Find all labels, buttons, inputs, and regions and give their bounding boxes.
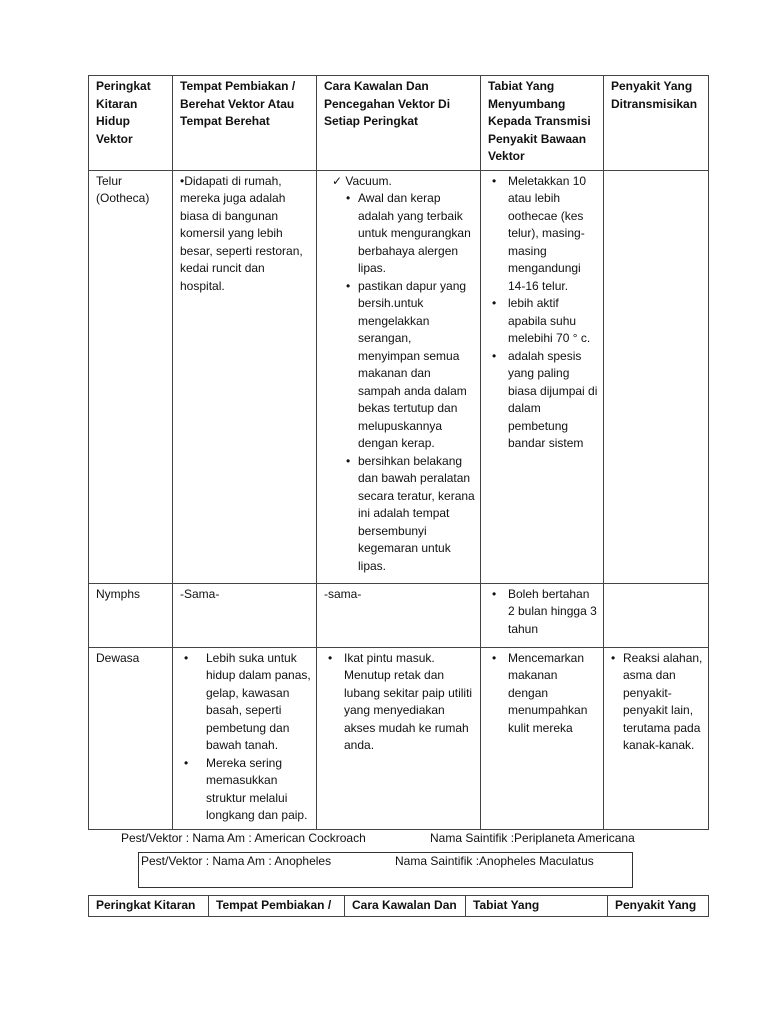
list-item: • Reaksi alahan, asma dan penyakit-penyakit lain, terutama pada kanak-kanak. (611, 650, 703, 755)
telur-disease (604, 170, 709, 583)
list-item: • Mencemarkan makanan dengan menumpahkan kulit mereka (488, 650, 598, 738)
header-habits: Tabiat Yang (466, 896, 608, 917)
header-breeding: Tempat Pembiakan / Berehat Vektor Atau Tempat Berehat (173, 76, 317, 171)
dewasa-control (317, 647, 481, 829)
pest-scientific-name: Nama Saintifik :Periplaneta Americana (430, 831, 635, 845)
header-habits: Tabiat Yang Menyumbang Kepada Transmisi Penyakit Bawaan Vektor (481, 76, 604, 171)
header-control: Cara Kawalan Dan Pencegahan Vektor Di Setiap Peringkat (317, 76, 481, 171)
nymphs-habits (481, 583, 604, 647)
list-item: • Lebih suka untuk hidup dalam panas, gelap, kawasan basah, seperti pembetung dan bawah tanah. (180, 650, 311, 755)
list-item: • Meletakkan 10 atau lebih oothecae (kes telur), masing-masing mengandungi 14-16 telur. (488, 173, 598, 296)
header-stage: Peringkat Kitaran (89, 896, 209, 917)
pest-common-name: Pest/Vektor : Nama Am : American Cockroach (121, 831, 366, 845)
dewasa-habits-list (488, 650, 598, 738)
telur-control-list (324, 190, 475, 575)
vector-table-cockroach (88, 75, 709, 830)
telur-control (317, 170, 481, 583)
nymphs-stage: Nymphs (89, 583, 173, 647)
header-stage: Peringkat Kitaran Hidup Vektor (89, 76, 173, 171)
nymphs-breeding: -Sama- (173, 583, 317, 647)
dewasa-disease-list (611, 650, 703, 755)
pest-scientific-name: Nama Saintifik :Anopheles Maculatus (395, 854, 594, 868)
header-disease: Penyakit Yang Ditransmisikan (604, 76, 709, 171)
pest-common-name: Pest/Vektor : Nama Am : Anopheles (141, 854, 332, 868)
table-header-row (89, 76, 709, 171)
pest-caption-cockroach (121, 830, 721, 848)
table-row-dewasa (89, 647, 709, 829)
nymphs-disease (604, 583, 709, 647)
telur-habits (481, 170, 604, 583)
telur-stage: Telur (Ootheca) (89, 170, 173, 583)
list-item: • Boleh bertahan 2 bulan hingga 3 tahun (488, 586, 598, 639)
dewasa-habits (481, 647, 604, 829)
header-disease: Penyakit Yang (608, 896, 709, 917)
dewasa-stage: Dewasa (89, 647, 173, 829)
dewasa-disease (604, 647, 709, 829)
list-item: • pastikan dapur yang bersih.untuk mengelakkan serangan, menyimpan semua makanan dan sampah anda dalam bekas tertutup dan melupuskannya dengan kerap. (324, 278, 475, 453)
telur-control-vacuum: ✓ Vacuum. (332, 173, 392, 188)
telur-habits-list (488, 173, 598, 453)
dewasa-breeding-list (180, 650, 311, 825)
list-item: • adalah spesis yang paling biasa dijumpai di dalam pembetung bandar sistem (488, 348, 598, 453)
list-item: • bersihkan belakang dan bawah peralatan secara teratur, kerana ini adalah tempat bersembunyi kegemaran untuk lipas. (324, 453, 475, 576)
table-row-nymphs (89, 583, 709, 647)
list-item: • Mereka sering memasukkan struktur melalui longkang dan paip. (180, 755, 311, 825)
dewasa-control-list (324, 650, 475, 755)
table-header-row (89, 896, 709, 917)
header-breeding: Tempat Pembiakan / (209, 896, 345, 917)
nymphs-control: -sama- (317, 583, 481, 647)
list-item: • Awal dan kerap adalah yang terbaik untuk mengurangkan berbahaya alergen lipas. (324, 190, 475, 278)
list-item: • lebih aktif apabila suhu melebihi 70 ° c. (488, 295, 598, 348)
nymphs-habits-list (488, 586, 598, 639)
telur-breeding: •Didapati di rumah, mereka juga adalah biasa di bangunan komersil yang lebih besar, seperti restoran, kedai runcit dan hospital. (173, 170, 317, 583)
vector-table-anopheles (88, 895, 709, 917)
dewasa-breeding (173, 647, 317, 829)
pest-box-anopheles (138, 852, 633, 888)
table-row-telur (89, 170, 709, 583)
header-control: Cara Kawalan Dan (345, 896, 466, 917)
list-item: • Ikat pintu masuk. Menutup retak dan lubang sekitar paip utiliti yang menyediakan akses mudah ke rumah anda. (324, 650, 475, 755)
